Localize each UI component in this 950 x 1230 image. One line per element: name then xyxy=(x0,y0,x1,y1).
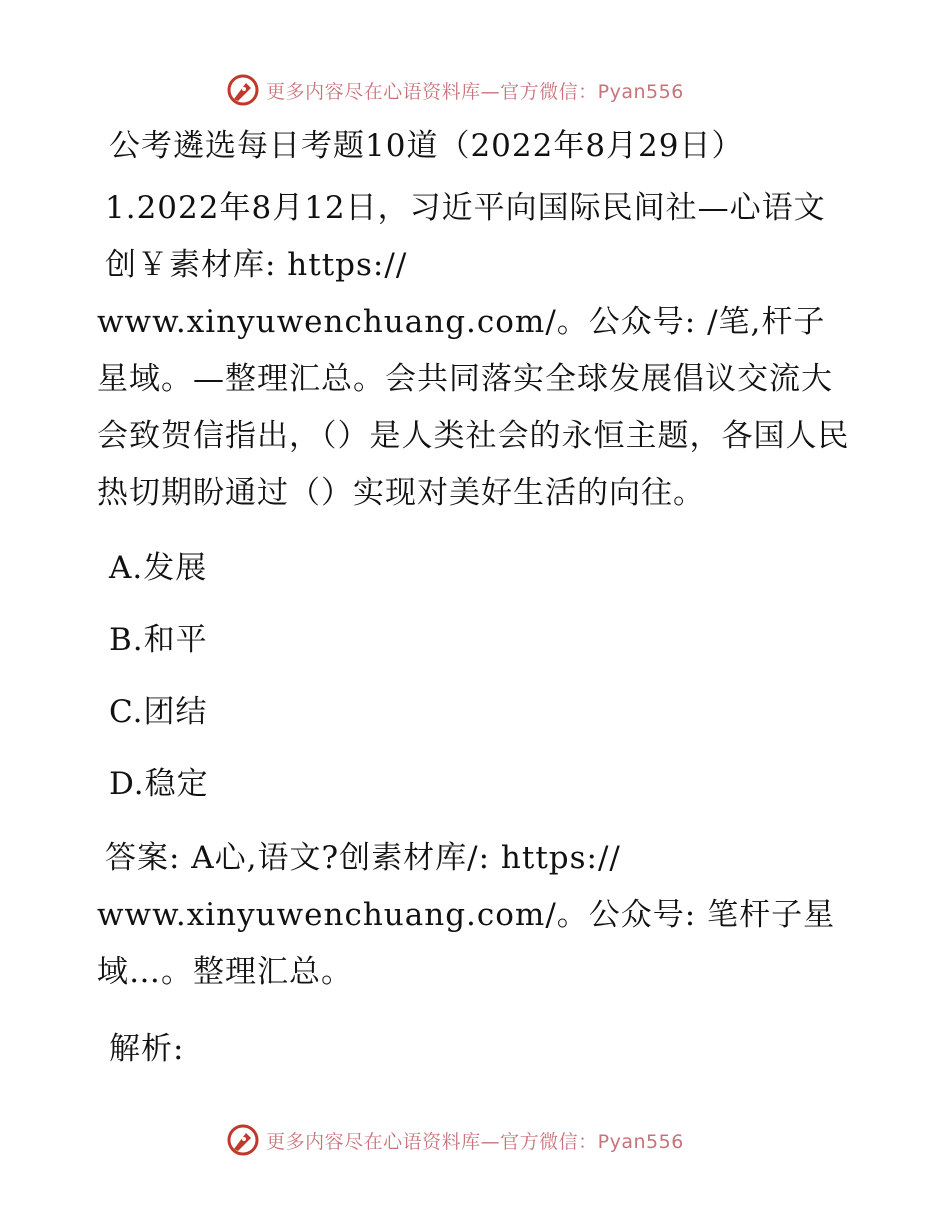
option-d: D.稳定 xyxy=(109,766,209,802)
document-title: 公考遴选每日考题10道（2022年8月29日） xyxy=(109,128,744,164)
footer-watermark xyxy=(0,1120,950,1160)
answer-block xyxy=(97,830,857,1001)
pen-nib-logo-icon xyxy=(226,73,260,107)
option-a: A.发展 xyxy=(109,550,208,586)
analysis-label: 解析: xyxy=(109,1031,185,1067)
options-list xyxy=(97,542,857,810)
watermark-text: 更多内容尽在心语资料库—官方微信：Pyan556 xyxy=(266,80,684,103)
header-watermark xyxy=(0,70,950,110)
answer-line-1: 答案: A心,语文?创素材库/: https:// xyxy=(105,840,621,876)
option-b: B.和平 xyxy=(109,622,208,658)
answer-line-2: www.xinyuwenchuang.com/。公众号: 笔杆子星域…。整理汇总。 xyxy=(97,897,836,990)
document-body xyxy=(97,120,857,1075)
question-line-1: 1.2022年8月12日，习近平向国际民间社—心语文创￥素材库: https:// xyxy=(105,190,826,283)
question-line-2: www.xinyuwenchuang.com/。公众号: /笔,杆子星域。—整理汇总。会共同落实全球发展倡议交流大会致贺信指出，（）是人类社会的永恒主题，各国人民热切期盼通过（）实现对美好生活的向往。 xyxy=(97,304,850,511)
question-text xyxy=(97,180,857,522)
watermark-text: 更多内容尽在心语资料库—官方微信：Pyan556 xyxy=(266,1130,684,1153)
option-c: C.团结 xyxy=(109,694,208,730)
pen-nib-logo-icon xyxy=(226,1123,260,1157)
